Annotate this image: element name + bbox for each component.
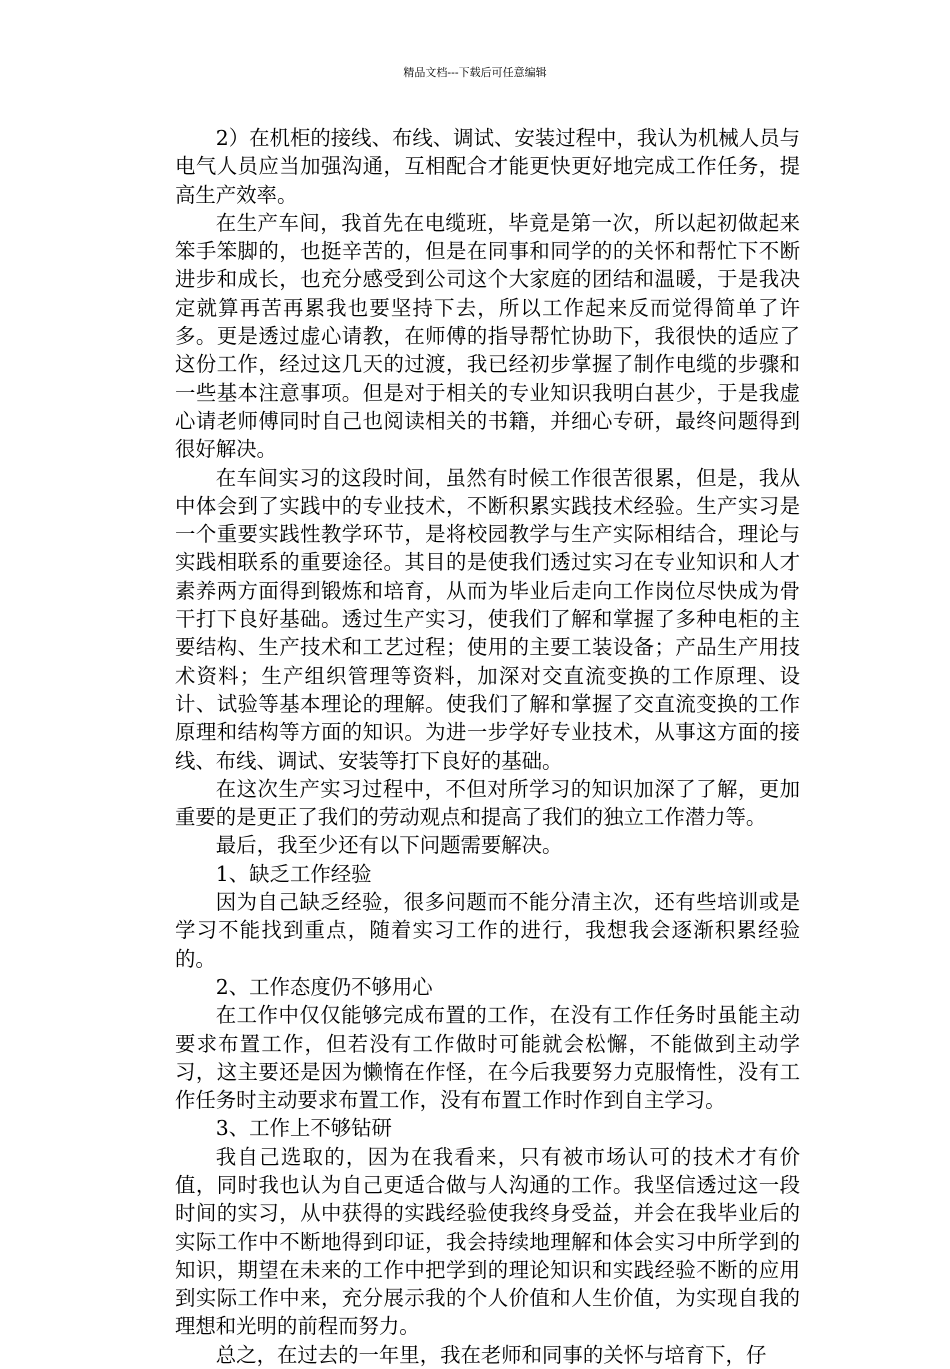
paragraph-lack-of-experience: 因为自己缺乏经验，很多问题而不能分清主次，还有些培训或是学习不能找到重点，随着实习工作的进行，我想我会逐渐积累经验的。	[175, 890, 800, 971]
paragraph-workshop-internship: 在车间实习的这段时间，虽然有时候工作很苦很累，但是，我从中体会到了实践中的专业技术，不断积累实践技术经验。生产实习是一个重要实践性教学环节，是将校园教学与生产实际相结合，理论与实践相联系的重要途径。其目的是使我们透过实习在专业知识和人才素养两方面得到锻炼和培育，从而为毕业后走向工作岗位尽快成为骨干打下良好基础。透过生产实习，使我们了解和掌握了多种电柜的主要结构、生产技术和工艺过程；使用的主要工装设备；产品生产用技术资料；生产组织管理等资料，加深对交直流变换的工作原理、设计、试验等基本理论的理解。使我们了解和掌握了交直流变换的工作原理和结构等方面的知识。为进一步学好专业技术，从事这方面的接线、布线、调试、安装等打下良好的基础。	[175, 465, 800, 773]
heading-not-diligent: 3、工作上不够钻研	[215, 1116, 392, 1141]
paragraph-internship-gains: 在这次生产实习过程中，不但对所学习的知识加深了了解，更加重要的是更正了我们的劳动观点和提高了我们的独立工作潜力等。	[175, 776, 800, 830]
document-body	[175, 124, 800, 1369]
heading-lack-of-experience: 1、缺乏工作经验	[215, 861, 372, 886]
paragraph-not-diligent: 我自己选取的，因为在我看来，只有被市场认可的技术才有价值，同时我也认为自己更适合做与人沟通的工作。我坚信透过这一段时间的实习，从中获得的实践经验使我终身受益，并会在我毕业后的实际工作中不断地得到印证，我会持续地理解和体会实习中所学到的知识，期望在未来的工作中把学到的理论知识和实践经验不断的应用到实际工作中来，充分展示我的个人价值和人生价值，为实现自我的理想和光明的前程而努力。	[175, 1144, 800, 1339]
paragraph-remaining-problems: 最后，我至少还有以下问题需要解决。	[215, 833, 563, 858]
paragraph-conclusion: 总之，在过去的一年里，我在老师和同事的关怀与培育下，仔	[215, 1342, 767, 1367]
paragraph-attitude: 在工作中仅仅能够完成布置的工作，在没有工作任务时虽能主动要求布置工作，但若没有工作做时可能就会松懈，不能做到主动学习，这主要还是因为懒惰在作怪，在今后我要努力克服惰性，没有工作任务时主动要求布置工作，没有布置工作时作到自主学习。	[175, 1003, 800, 1113]
heading-attitude: 2、工作态度仍不够用心	[215, 974, 433, 999]
paragraph-cabinet-wiring: 2）在机柜的接线、布线、调试、安装过程中，我认为机械人员与电气人员应当加强沟通，互相配合才能更快更好地完成工作任务，提高生产效率。	[175, 126, 800, 207]
paragraph-cable-team: 在生产车间，我首先在电缆班，毕竟是第一次，所以起初做起来笨手笨脚的，也挺辛苦的，但是在同事和同学的的关怀和帮忙下不断进步和成长，也充分感受到公司这个大家庭的团结和温暖，于是我决定就算再苦再累我也要坚持下去，所以工作起来反而觉得简单了许多。更是透过虚心请教，在师傅的指导帮忙协助下，我很快的适应了这份工作，经过这几天的过渡，我已经初步掌握了制作电缆的步骤和一些基本注意事项。但是对于相关的专业知识我明白甚少，于是我虚心请老师傅同时自己也阅读相关的书籍，并细心专研，最终问题得到很好解决。	[175, 210, 800, 462]
page-header: 精品文档---下载后可任意编辑	[403, 66, 547, 79]
